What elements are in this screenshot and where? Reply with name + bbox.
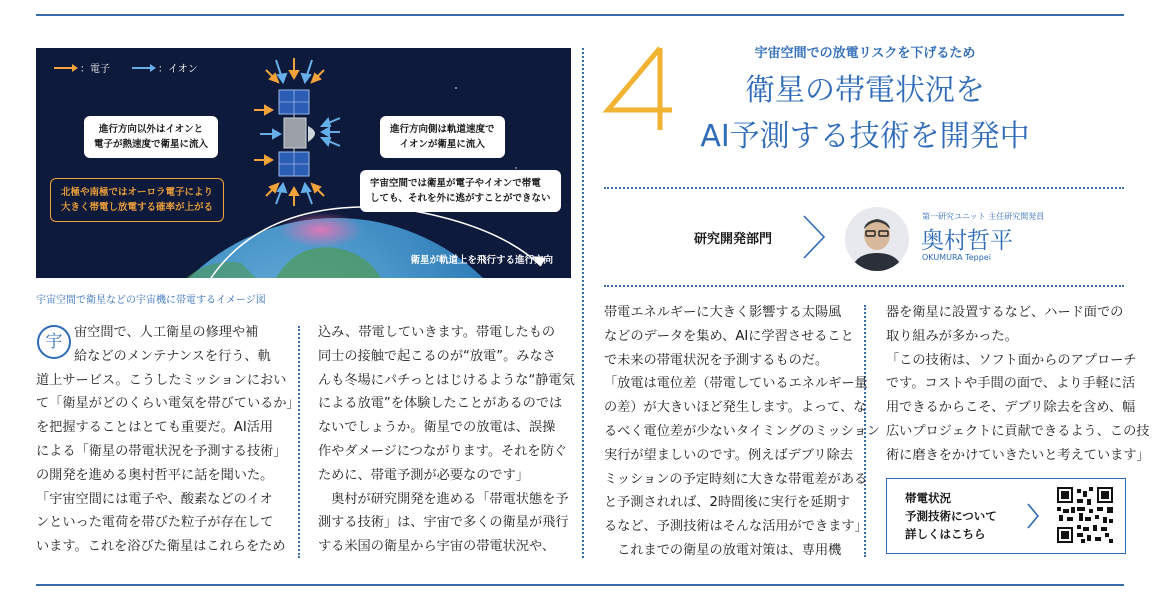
ion-arrow-icon	[132, 67, 154, 69]
avatar	[845, 207, 909, 271]
body-line: する米国の衛星から宇宙の帯電状況や、	[318, 539, 556, 555]
body-line: 器を衛星に設置するなど、ハード面での	[886, 305, 1124, 320]
body-line: るなど、予測技術はそんな活用ができます」	[604, 519, 868, 535]
headline	[680, 68, 1050, 160]
body-column-4	[886, 301, 1150, 468]
callout-line: 大きく帯電し放電する確率が上がる	[61, 202, 214, 213]
callout-line: 進行方向以外はイオンと	[98, 124, 204, 135]
body-column-1	[36, 321, 300, 559]
callout-line: しても、それを外に逃がすことができない	[370, 193, 551, 204]
headline-line: AI予測する技術を開発中	[700, 119, 1030, 154]
person-name-roman: OKUMURA Teppei	[922, 253, 991, 262]
callout-thermal-inflow	[84, 116, 218, 158]
bottom-rule	[36, 584, 1124, 586]
person-name: 奥村哲平	[921, 228, 1013, 254]
body-line: 奥村が研究開発を進める「帯電状態を予	[318, 491, 569, 507]
section-number-text: 4	[602, 40, 603, 41]
callout-line: 電子が熱速度で衛星に流入	[94, 139, 209, 150]
body-line: で未来の帯電状況を予測するものだ。	[604, 352, 829, 368]
chevron-right-icon	[800, 212, 828, 262]
kicker: 宇宙空間での放電リスクを下げるため	[754, 46, 976, 61]
body-line: 術に磨きをかけていきたいと考えています」	[886, 447, 1150, 463]
details-link-box[interactable]	[886, 478, 1126, 554]
chevron-right-icon	[1025, 501, 1041, 531]
satellite-scene-graphic	[36, 48, 571, 278]
body-line: るべく電位差が少ないタイミングのミッション	[604, 423, 880, 439]
body-line: 同士の接触で起こるのが“放電”。みなさ	[318, 348, 556, 364]
body-line: ンといった電荷を帯びた粒子が存在して	[36, 515, 274, 531]
section-divider	[604, 285, 1124, 287]
body-line: による「衛星の帯電状況を予測する技術」	[36, 443, 287, 459]
body-line: います。これを浴びた衛星はこれらをため	[36, 539, 286, 555]
body-line: 「放電は電位差（帯電しているエネルギー量	[604, 376, 868, 392]
body-line: 宙空間で、人工衛星の修理や補	[74, 325, 259, 340]
department-label: 研究開発部門	[694, 232, 773, 247]
cta-line: 帯電状況	[905, 491, 951, 505]
body-line: などのデータを集め、AIに学習させること	[604, 328, 854, 344]
body-column-3	[604, 301, 880, 563]
dropcap: 宇	[37, 325, 71, 359]
body-line: 給などのメンテナンスを行う、軌	[74, 348, 271, 364]
body-line: ために、帯電予測が必要なのです」	[318, 467, 529, 483]
body-line: 用できるからこそ、デブリ除去を含め、幅	[886, 400, 1136, 416]
body-line: 測する技術」は、宇宙で多くの衛星が飛行	[318, 515, 569, 531]
body-line: を把握することはとても重要だ。AI活用	[36, 420, 274, 436]
callout-line: 北極や南極ではオーロラ電子により	[61, 187, 214, 198]
headline-line: 衛星の帯電状況を	[745, 73, 985, 108]
cta-line: 予測技術について	[905, 509, 997, 523]
figure-legend	[54, 60, 198, 75]
body-line: 取り組みが多かった。	[886, 328, 1018, 344]
body-line: です。コストや手間の面で、より手軽に活	[886, 376, 1136, 392]
body-line: 「宇宙空間には電子や、酸素などのイオ	[36, 491, 273, 507]
person-title: 第一研究ユニット 主任研究開発員	[922, 212, 1045, 221]
qr-code-icon[interactable]	[1057, 487, 1113, 543]
figure-caption: 宇宙空間で衛星などの宇宙機に帯電するイメージ図	[36, 295, 266, 306]
cta-line: 詳しくはこちら	[905, 527, 986, 541]
body-line: 広いプロジェクトに貢献できるよう、この技	[886, 423, 1150, 439]
callout-line: 宇宙空間では衛星が電子やイオンで帯電	[370, 178, 541, 189]
body-line: これまでの衛星の放電対策は、専用機	[604, 542, 842, 558]
body-line: の差）が大きいほど発生します。よって、な	[604, 400, 867, 416]
body-line: 実行が望ましいのです。例えばデブリ除去	[604, 447, 853, 463]
body-line: による放電”を体験したことがあるのでは	[318, 396, 563, 412]
top-rule	[36, 14, 1124, 16]
body-line: 作やダメージにつながります。それを防ぐ	[318, 443, 567, 459]
body-line: ミッションの予定時刻に大きな帯電差がある	[604, 471, 868, 487]
body-column-2	[318, 321, 575, 559]
charging-illustration	[36, 48, 571, 278]
body-line: 道上サービス。こうしたミッションにおい	[36, 372, 287, 388]
section-number-4	[602, 40, 692, 136]
legend-electron: ：電子	[80, 64, 110, 75]
orbit-direction-label: 衛星が軌道上を飛行する進行方向	[410, 255, 553, 266]
details-link-text[interactable]	[905, 489, 997, 543]
body-line: の開発を進める奥村哲平に話を聞いた。	[36, 467, 274, 483]
body-line: ないでしょうか。衛星での放電は、誤操	[318, 420, 556, 436]
body-line: て「衛星がどのくらい電気を帯びているか」	[36, 396, 300, 412]
body-line: と予測されれば、2時間後に実行を延期す	[604, 495, 850, 511]
body-line: んも冬場にパチっとはじけるような“静電気	[318, 372, 575, 388]
callout-line: イオンが衛星に流入	[399, 139, 485, 150]
person-portrait	[845, 207, 909, 271]
callout-aurora	[50, 178, 224, 222]
section-divider	[604, 187, 1124, 189]
body-line: 込み、帯電していきます。帯電したもの	[318, 325, 556, 340]
electron-arrow-icon	[54, 67, 76, 69]
column-divider	[582, 48, 584, 558]
body-line: 「この技術は、ソフト面からのアプローチ	[886, 352, 1137, 368]
callout-orbital-inflow	[380, 116, 505, 158]
callout-no-discharge	[360, 170, 561, 212]
callout-line: 進行方向側は軌道速度で	[390, 124, 495, 135]
body-line: 帯電エネルギーに大きく影響する太陽風	[604, 305, 842, 320]
column-divider	[298, 326, 300, 558]
legend-ion: ：イオン	[158, 64, 198, 75]
